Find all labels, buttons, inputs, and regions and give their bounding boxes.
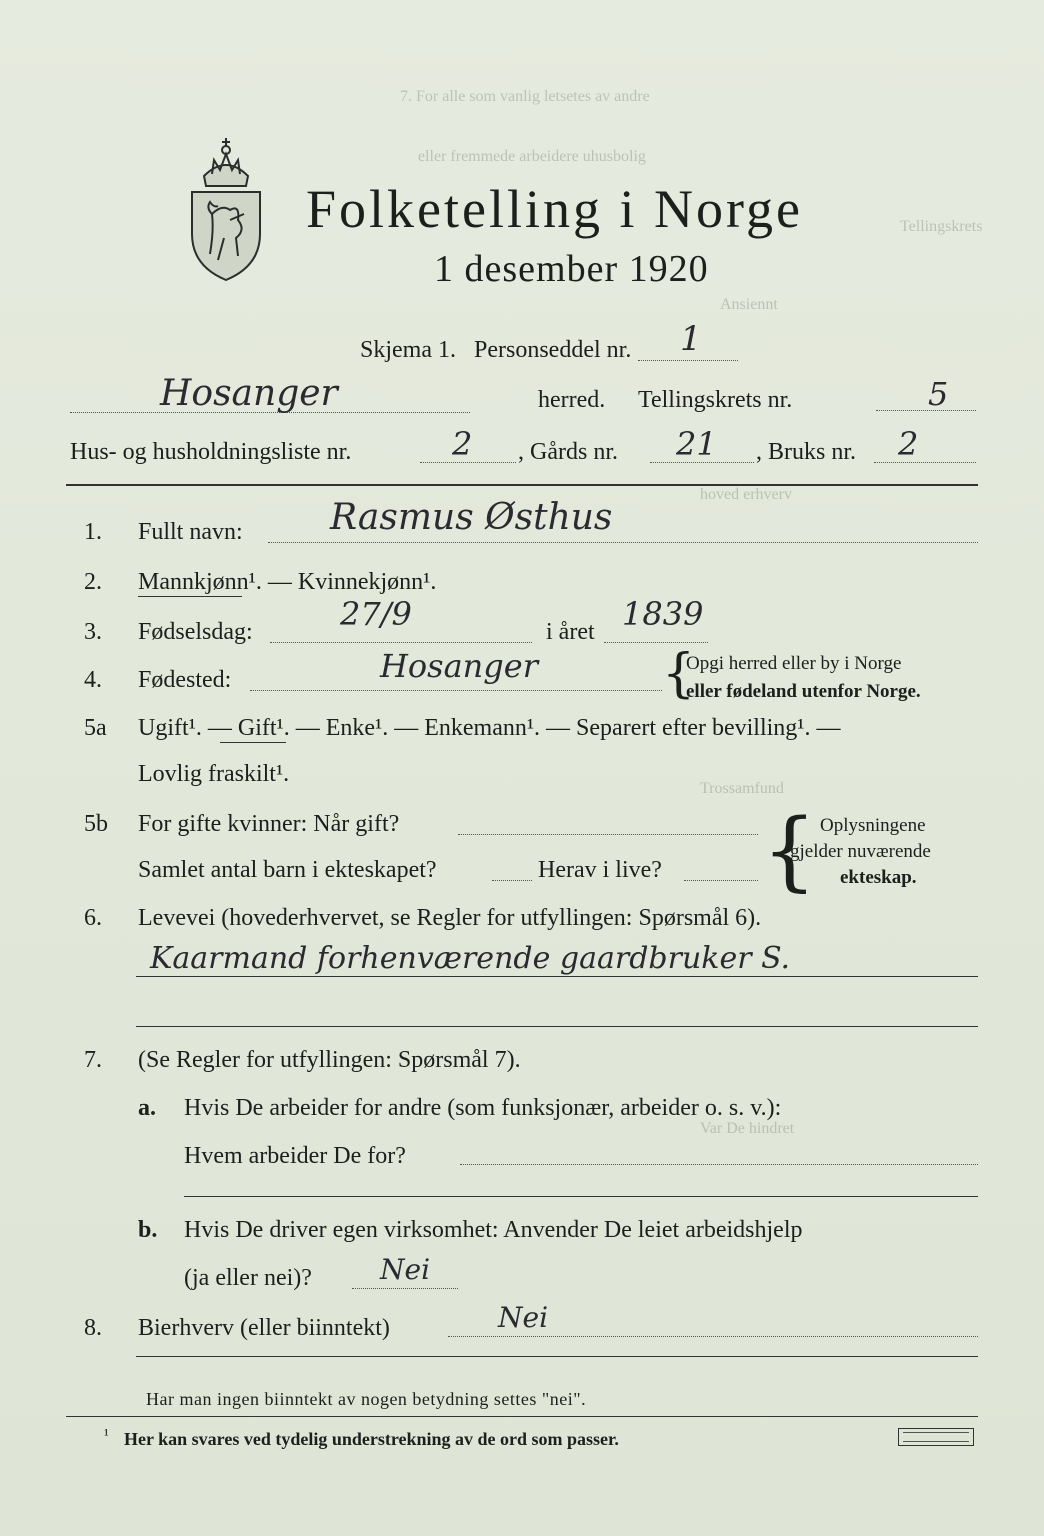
q7-number: 7. — [84, 1047, 102, 1073]
bruks-field-line — [874, 462, 976, 463]
q5b-note-line3: ekteskap. — [840, 867, 917, 888]
q4-note-line1: Opgi herred eller by i Norge — [686, 653, 902, 674]
gards-label: , Gårds nr. — [518, 439, 618, 465]
footnote-mark: ¹ — [104, 1427, 109, 1444]
q7a-employer-label: Hvem arbeider De for? — [184, 1143, 406, 1169]
q2-number: 2. — [84, 569, 102, 595]
q8-number: 8. — [84, 1315, 102, 1341]
census-date: 1 desember 1920 — [434, 248, 709, 290]
census-form-page: 7. For alle som vanlig letsetes av andre eller fremmede arbeidere uhusbolig Tellingskrets Ansiennt hoved erhverv Trossamfund Var De hindret Folketelling i Norge 1 desember 1920 Skjema 1. Personseddel nr. 1 Hosanger herred. Tellingskrets nr. 5 Hus- og husholdningsliste nr. 2 , Gårds nr. 21 , Bruks nr. 2 1. Fullt navn: Rasmus Østhus 2. Mannkjønn¹. — Kvinnekjønn¹. 3. Fødselsdag: 27/9 i året 1839 4. Fødested: Hosanger { Opgi herred eller by i Norge eller fødeland utenfor Norge. 5a Ugift¹. — Gift¹. — Enke¹. — Enkemann¹. — Separert efter bevilling¹. — Lovlig fraskilt¹. 5b For gifte kvinner: Når gift? Samlet antal barn i ekteskapet? Herav i live? { Oplysningene gjelder nuværende ekteskap. 6. Levevei (hovederhvervet, se Regler for utfyllingen: Spørsmål 6). Kaarmand forhenværende gaardbruker S. 7. (Se Regler for utfyllingen: Spørsmål 7). a. Hvis De arbeider for andre (som funksjonær, arbeider o. s. v.): Hvem arbeider De for? b. Hvis De driver egen virksomhet: Anvender De leiet arbeidshjelp (ja eller nei)? Nei 8. Bierhverv (eller biinntekt) Nei Har man ingen biinntekt av nogen betydning settes "nei". ¹ Her kan svares ved tydelig understrekning av de ord som passer. — [0, 0, 1044, 1536]
q1-label: Fullt navn: — [138, 519, 243, 545]
q7b-letter: b. — [138, 1217, 158, 1243]
personseddel-value: 1 — [680, 319, 702, 359]
q5b-children-field-line — [492, 880, 532, 881]
q5b-note-line2: gjelder nuværende — [790, 841, 931, 862]
q8-divider — [136, 1356, 978, 1357]
personseddel-label: Personseddel nr. — [474, 337, 632, 363]
tellingskrets-field-line — [876, 410, 976, 411]
birth-year-value: 1839 — [622, 595, 704, 633]
herred-label: herred. — [538, 387, 606, 413]
q3-number: 3. — [84, 619, 102, 645]
bruks-value: 2 — [898, 425, 919, 463]
q6-label: Levevei (hovederhvervet, se Regler for utfyllingen: Spørsmål 6). — [138, 905, 762, 931]
q5a-gift-underline — [220, 742, 286, 743]
printer-stamp — [898, 1428, 974, 1446]
q7b-question: Hvis De driver egen virksomhet: Anvender De leiet arbeidshjelp — [184, 1217, 803, 1243]
q5b-number: 5b — [84, 811, 108, 837]
full-name-value: Rasmus Østhus — [330, 497, 613, 538]
tellingskrets-value: 5 — [928, 375, 949, 413]
q4-field-line — [250, 690, 662, 691]
q4-label: Fødested: — [138, 667, 232, 693]
header-divider — [66, 484, 978, 486]
q1-field-line — [268, 542, 978, 543]
q3-label: Fødselsdag: — [138, 619, 253, 645]
bruks-label: , Bruks nr. — [756, 439, 857, 465]
q5b-note-line1: Oplysningene — [820, 815, 926, 836]
q5a-marital-options: Ugift¹. — Gift¹. — Enke¹. — Enkemann¹. — Separert efter bevilling¹. — — [138, 715, 841, 741]
q6-field-line-1 — [136, 976, 978, 977]
q3-day-field-line — [270, 642, 532, 643]
footnote-text: Her kan svares ved tydelig understrekning av de ord som passer. — [124, 1429, 619, 1449]
personseddel-field-line — [638, 360, 738, 361]
q7a-letter: a. — [138, 1095, 156, 1121]
q5a-number: 5a — [84, 715, 107, 741]
q2-gender-options: Mannkjønn¹. — Kvinnekjønn¹. — [138, 569, 437, 595]
q8-value: Nei — [498, 1301, 549, 1334]
q4-note-brace: { — [662, 644, 696, 704]
husholdningsliste-value: 2 — [452, 425, 473, 463]
q4-note-line2: eller fødeland utenfor Norge. — [686, 681, 921, 702]
herred-value: Hosanger — [160, 373, 338, 414]
q3-year-label: i året — [546, 619, 595, 645]
q3-year-field-line — [604, 642, 708, 643]
form-title: Folketelling i Norge — [306, 179, 803, 239]
q1-number: 1. — [84, 519, 102, 545]
occupation-value: Kaarmand forhenværende gaardbruker S. — [150, 941, 791, 976]
q7a-question: Hvis De arbeider for andre (som funksjonær, arbeider o. s. v.): — [184, 1095, 782, 1121]
husholdningsliste-label: Hus- og husholdningsliste nr. — [70, 439, 352, 465]
q7b-value: Nei — [380, 1253, 431, 1286]
q5a-marital-options-cont: Lovlig fraskilt¹. — [138, 761, 290, 787]
skjema-label: Skjema 1. — [360, 337, 456, 363]
q7b-yes-no-label: (ja eller nei)? — [184, 1265, 312, 1291]
q6-field-line-2 — [136, 1026, 978, 1027]
q5b-children-label: Samlet antal barn i ekteskapet? — [138, 857, 437, 883]
q7b-field-line — [352, 1288, 458, 1289]
q5b-alive-field-line — [684, 880, 758, 881]
norway-coat-of-arms-icon — [184, 134, 268, 284]
q5b-note-brace: { — [762, 801, 817, 901]
q8-field-line — [448, 1336, 978, 1337]
birthplace-value: Hosanger — [380, 647, 538, 685]
q5b-married-field-line — [458, 834, 758, 835]
gards-value: 21 — [676, 425, 717, 463]
footer-note: Har man ingen biinntekt av nogen betydning settes "nei". — [146, 1389, 587, 1409]
q7a-employer-field-line — [460, 1164, 978, 1165]
tellingskrets-label: Tellingskrets nr. — [638, 387, 793, 413]
q5b-married-label: For gifte kvinner: Når gift? — [138, 811, 400, 837]
footer-divider — [66, 1416, 978, 1417]
birth-day-value: 27/9 — [340, 595, 412, 633]
q5b-alive-label: Herav i live? — [538, 857, 662, 883]
q8-label: Bierhverv (eller biinntekt) — [138, 1315, 390, 1341]
q2-mannkjonn-underline — [138, 596, 242, 597]
q7-label: (Se Regler for utfyllingen: Spørsmål 7). — [138, 1047, 521, 1073]
q4-number: 4. — [84, 667, 102, 693]
q6-number: 6. — [84, 905, 102, 931]
q7a-field-line-2 — [184, 1196, 978, 1197]
